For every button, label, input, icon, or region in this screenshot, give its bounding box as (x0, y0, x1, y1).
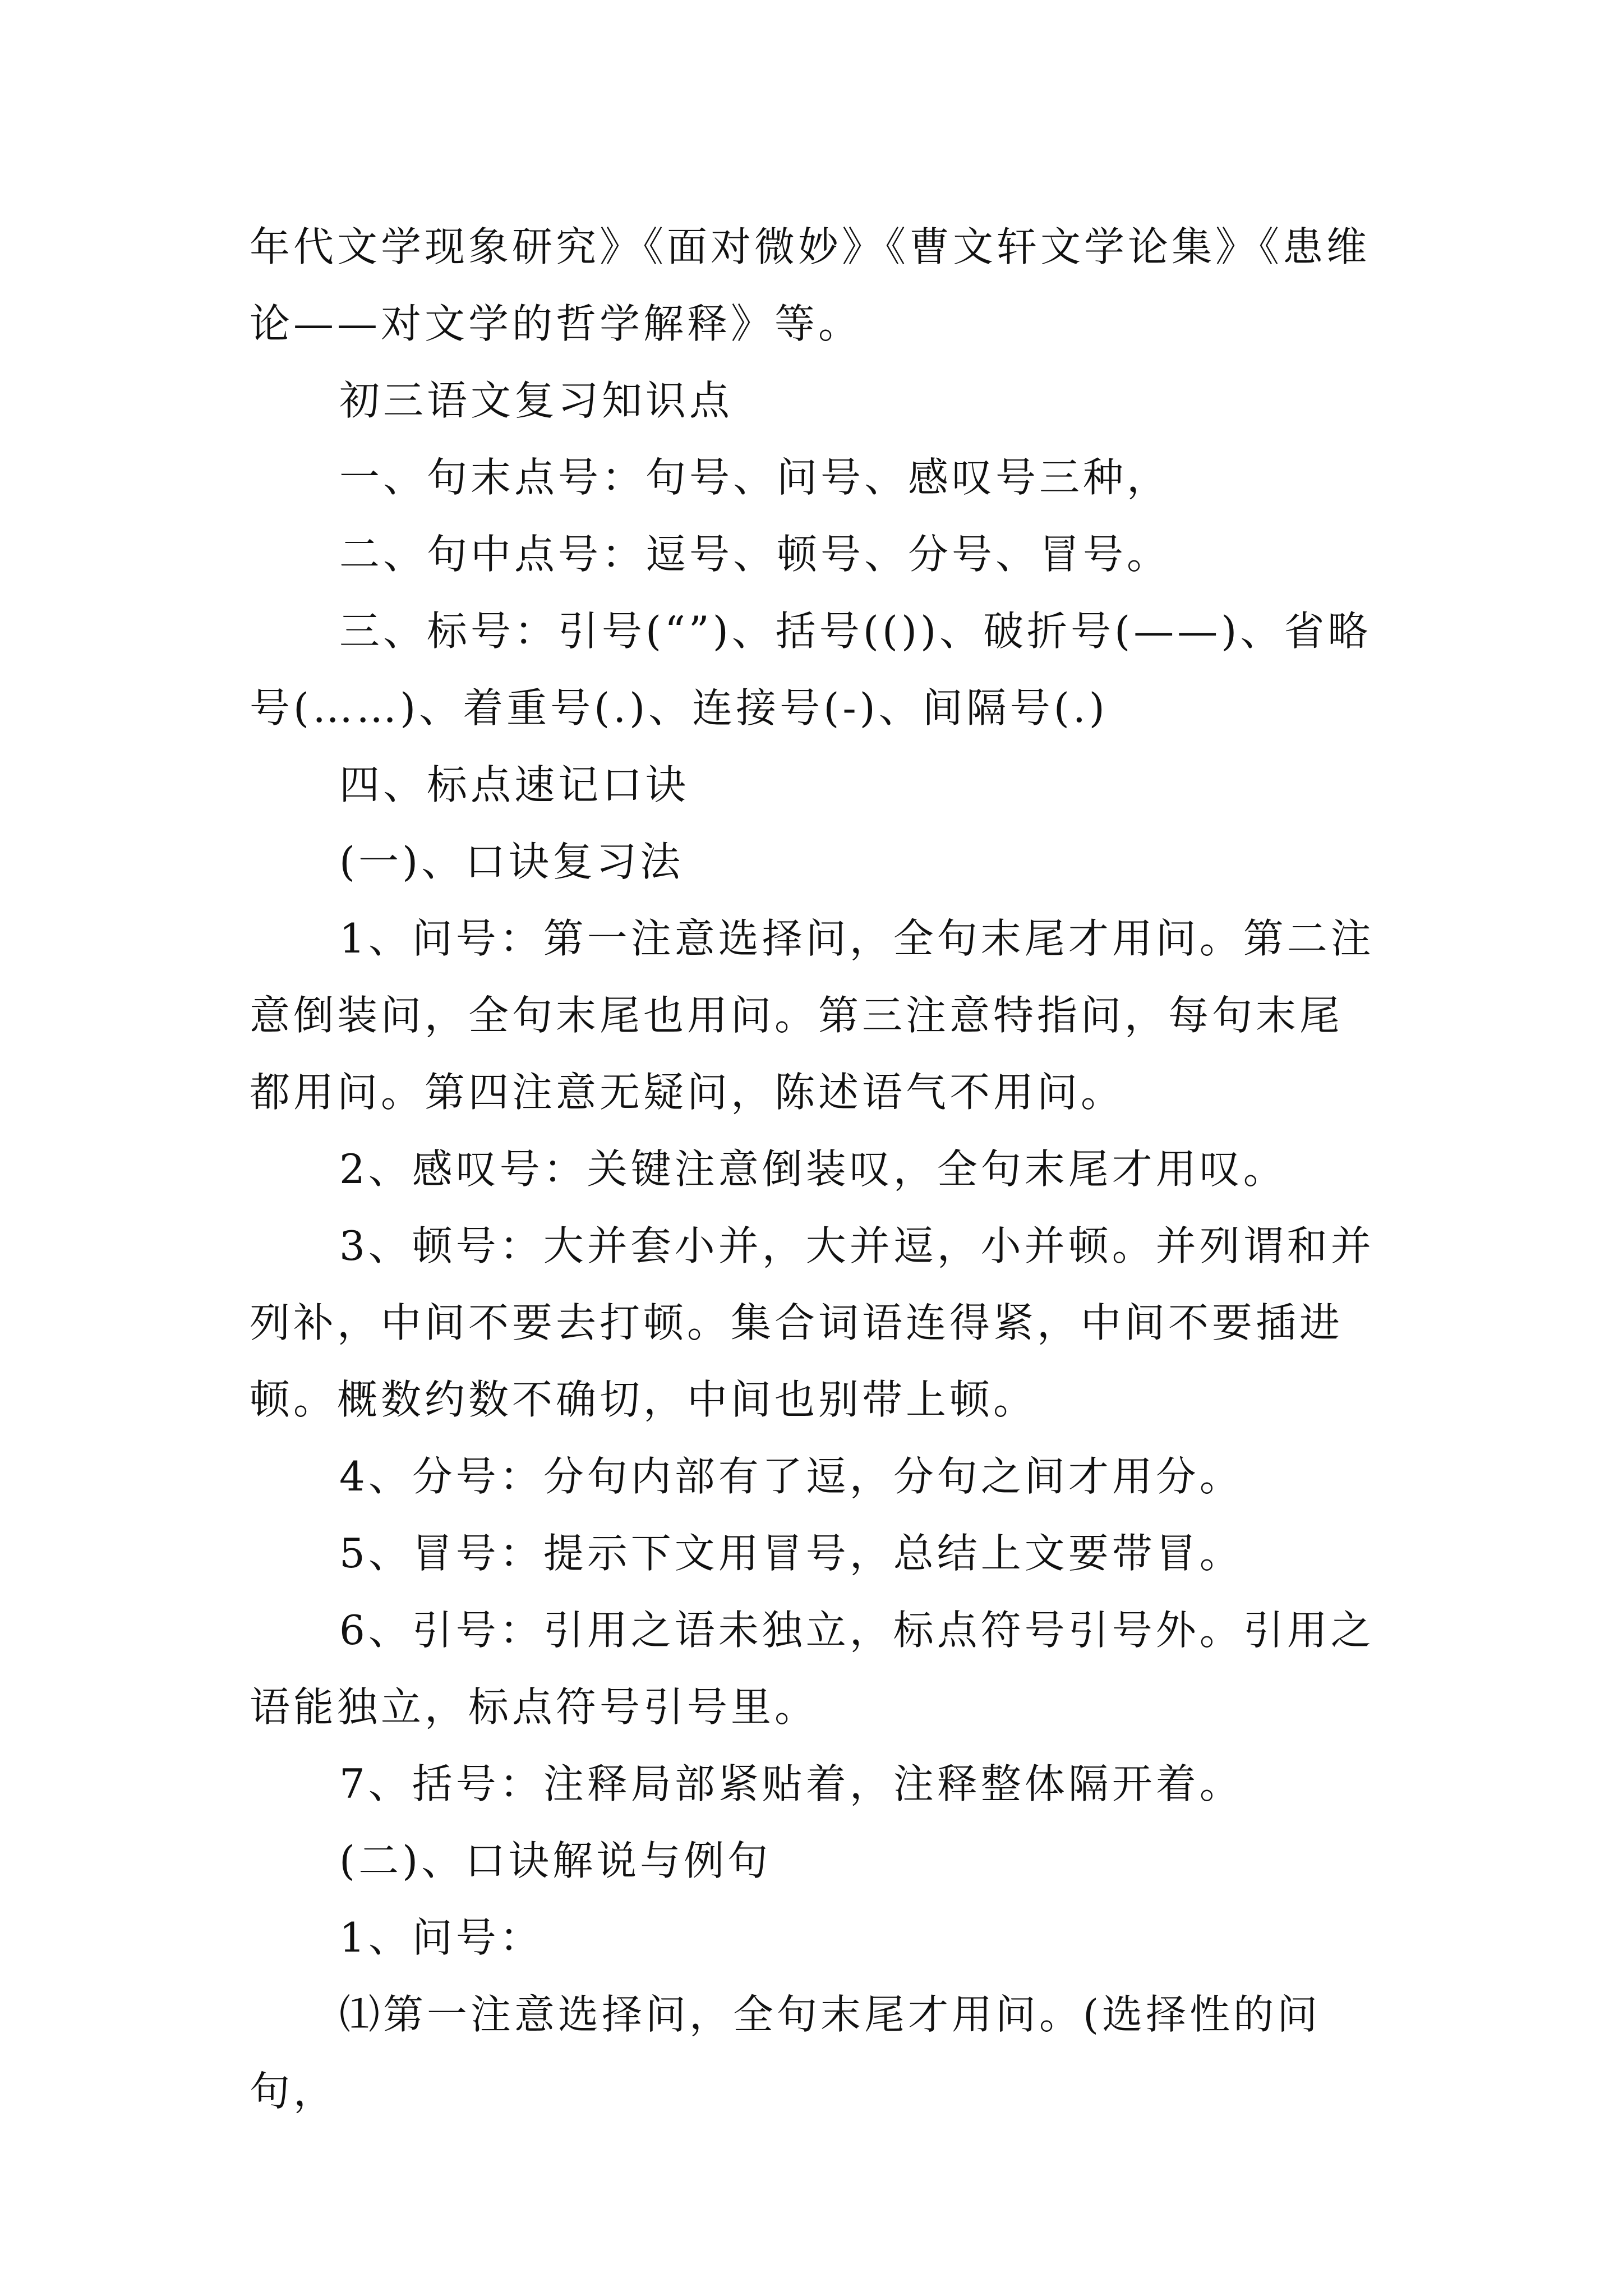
list-item-brackets: 7、括号：注释局部紧贴着，注释整体隔开着。 (339, 1760, 1243, 1807)
list-item-quotation-marks: 6、引号：引用之语未独立，标点符号引号外。引用之语能独立，标点符号引号里。 (250, 1607, 1375, 1731)
list-item-question-mark-heading: 1、问号： (339, 1914, 543, 1961)
subsection-heading-explanations: (二)、口诀解说与例句 (339, 1837, 772, 1884)
subsection-heading-mnemonics: 四、标点速记口诀 (339, 761, 690, 808)
paragraph-marker-symbols: 三、标号：引号(“”)、括号(())、破折号(——)、省略号(……)、着重号(.)、连接号(-)、间隔号(.) (250, 608, 1372, 731)
list-item-semicolon: 4、分号：分句内部有了逗，分句之间才用分。 (339, 1453, 1243, 1500)
list-item-choice-question: ⑴第一注意选择问，全句末尾才用问。(选择性的问句， (250, 1991, 1321, 2115)
list-item-exclamation-mark: 2、感叹号：关键注意倒装叹，全句末尾才用叹。 (339, 1145, 1287, 1193)
list-item-colon: 5、冒号：提示下文用冒号，总结上文要带冒。 (339, 1530, 1243, 1577)
list-item-enumeration-comma: 3、顿号：大并套小并，大并逗，小并顿。并列谓和并列补，中间不要去打顿。集合词语连得紧，中间不要插进顿。概数约数不确切，中间也别带上顿。 (250, 1222, 1375, 1423)
paragraph-book-titles: 年代文学现象研究》《面对微妙》《曹文轩文学论集》《患维论——对文学的哲学解释》等。 (250, 223, 1371, 347)
list-item-question-mark: 1、问号：第一注意选择问，全句末尾才用问。第二注意倒装问，全句末尾也用问。第三注意特指问，每句末尾都用问。第四注意无疑问，陈述语气不用问。 (250, 915, 1375, 1116)
paragraph-sentence-end-marks: 一、句末点号：句号、问号、感叹号三种， (339, 454, 1171, 501)
section-heading: 初三语文复习知识点 (339, 377, 734, 424)
document-body (250, 209, 1382, 2130)
subsection-heading-method: (一)、口诀复习法 (339, 838, 684, 885)
paragraph-mid-sentence-marks: 二、句中点号：逗号、顿号、分号、冒号。 (339, 531, 1171, 578)
